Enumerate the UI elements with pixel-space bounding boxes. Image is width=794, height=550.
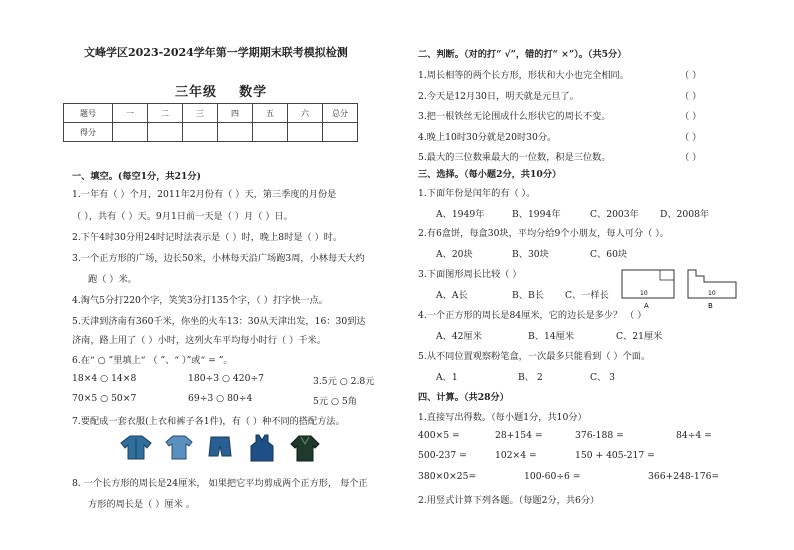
question-line: 济南，路上用了（ ）小时，这列火车平均每小时行（ ）千米。 [72, 335, 326, 346]
score-table-header-row [64, 104, 358, 123]
option: A、1949年 [436, 209, 485, 220]
question-line: 3.下面图形周长比较（ ） [418, 269, 522, 280]
option: C、21厘米 [616, 331, 663, 342]
option: B、14厘米 [528, 331, 575, 342]
table-cell: 六 [288, 104, 323, 123]
comparison-item: 5元 ○ 5角 [313, 396, 357, 407]
table-cell: 二 [148, 104, 183, 123]
comparison-item: 69÷3 ○ 80÷4 [188, 393, 253, 404]
table-cell: 一 [113, 104, 148, 123]
calc-item: 380×0×25= [418, 471, 477, 482]
answer-blank: （ ） [680, 70, 702, 81]
section-heading: 四、计算。（共28分） [418, 392, 509, 403]
comparison-item: 18×4 ○ 14×8 [72, 373, 137, 384]
question-line: 4.淘气5分打220个字，笑笑3分打135个字，（ ）打字快一点。 [72, 295, 328, 306]
table-cell: 四 [218, 104, 253, 123]
option: B、 2 [518, 372, 543, 383]
option: A、42厘米 [436, 331, 482, 342]
calc-item: 100-60÷6 = [524, 471, 581, 482]
coat-icon [290, 434, 320, 462]
comparison-item: 3.5元 ○ 2.8元 [313, 376, 375, 387]
question-line: （ ），共有（ ）天。9月1日前一天是（ ）月（ ）日。 [72, 211, 293, 222]
figure-a-label: A [644, 302, 649, 310]
question-line: 4.一个正方形的周长是84厘米，它的边长是多少？ （ ） [418, 310, 647, 321]
option: C、2003年 [590, 209, 639, 220]
option: A、A长 [436, 290, 468, 301]
question-line: 跑（ ）米。 [88, 274, 137, 285]
answer-blank: （ ） [680, 152, 702, 163]
score-table [63, 103, 358, 142]
calc-item: 500-237 = [418, 450, 467, 461]
question-line: 1.一年有（ ）个月，2011年2月份有（ ）天，第三季度的月份是 [72, 189, 337, 200]
score-table-score-row [64, 123, 358, 142]
figure-b [686, 264, 740, 312]
option: B、1994年 [512, 209, 561, 220]
answer-blank: （ ） [680, 132, 702, 143]
calc-item: 150 + 405-217 = [575, 450, 655, 461]
comparison-item: 180÷3 ○ 420÷7 [188, 373, 265, 384]
figure-b-label: B [708, 302, 713, 310]
calc-item: 84÷4 = [676, 430, 712, 441]
score-cell [148, 123, 183, 142]
figure-a [620, 268, 678, 312]
option: C、 3 [590, 372, 615, 383]
section-heading: 二、判断。（对的打“ √”，错的打“ ×”）。（共5分） [418, 49, 627, 60]
page-title: 文峰学区2023-2024学年第一学期期末联考模拟检测 [84, 46, 348, 59]
section-heading: 三、选择。（每小题2分，共10分） [418, 169, 562, 180]
question-line: 5.天津到济南有360千米，你坐的火车13：30从天津出发，16：30到达 [72, 316, 366, 327]
option: A、1 [436, 372, 458, 383]
question-line: 2.下午4时30分用24时记时法表示是（ ）时，晚上8时是（ ）时。 [72, 232, 343, 243]
question-line: 3.一个正方形的广场，边长50米，小林每天沿广场跑3周，小林每天大约 [72, 253, 365, 264]
question-line: 1.直接写出得数。（每小题1分，共10分） [418, 412, 587, 423]
judge-item: 2.今天是12月30日，明天就是元旦了。 [418, 91, 579, 102]
question-line: 方形的周长是（ ）厘米 。 [88, 499, 195, 510]
question-line: 2.有6盒饼，每盒30块，平均分给9个小朋友，每人可分（ ）。 [418, 228, 669, 239]
shorts-icon [208, 434, 232, 460]
figure-b-dimension: 10 [708, 290, 716, 297]
section-heading: 一、填空。(每空1分，共21分) [72, 171, 201, 182]
question-line: 2.用竖式计算下列各题。（每题2分，共6分） [418, 495, 600, 506]
judge-item: 4.晚上10时30分就是20时30分。 [418, 132, 557, 143]
option: B、B长 [512, 290, 544, 301]
option: C、60块 [590, 249, 628, 260]
option: D、2008年 [660, 209, 710, 220]
question-line: 7.要配成一套衣服(上衣和裤子各1件)，有（ ）种不同的搭配方法。 [72, 416, 345, 427]
shirt-icon [165, 434, 193, 460]
calc-item: 102×4 = [495, 450, 537, 461]
option: C、一样长 [565, 290, 609, 301]
table-cell: 题号 [64, 104, 113, 123]
question-line: 8. 一个长方形的周长是24厘米， 如果把它平均剪成两个正方形， 每个正 [72, 478, 368, 489]
score-cell [288, 123, 323, 142]
option: A、20块 [436, 249, 473, 260]
jacket-icon [120, 434, 152, 460]
score-cell [253, 123, 288, 142]
score-cell [183, 123, 218, 142]
calc-item: 366+248-176= [648, 471, 720, 482]
answer-blank: （ ） [680, 91, 702, 102]
page-subtitle: 三年级 数学 [175, 85, 268, 100]
option: B、30块 [512, 249, 549, 260]
table-cell: 三 [183, 104, 218, 123]
vest-icon [250, 434, 274, 462]
question-line: 1.下面年份是闰年的有（ ）。 [418, 188, 536, 199]
answer-blank: （ ） [680, 111, 702, 122]
question-line: 6.在“ ○ ”里填上“ （ ”、“ ）”或“ = ”。 [72, 355, 233, 366]
table-cell: 得分 [64, 123, 113, 142]
score-cell [218, 123, 253, 142]
score-cell [323, 123, 358, 142]
comparison-item: 70×5 ○ 50×7 [72, 393, 137, 404]
figure-a-dimension: 10 [640, 290, 648, 297]
table-cell: 总分 [323, 104, 358, 123]
judge-item: 3.把一根铁丝无论围成什么形状它的周长不变。 [418, 111, 611, 122]
judge-item: 5.最大的三位数乘最大的一位数，积是三位数。 [418, 152, 611, 163]
calc-item: 400×5 = [418, 430, 460, 441]
question-line: 5.从不同位置观察粉笔盒，一次最多只能看到（ ）个面。 [418, 351, 651, 362]
judge-item: 1.周长相等的两个长方形，形状和大小也完全相同。 [418, 70, 629, 81]
table-cell: 五 [253, 104, 288, 123]
calc-item: 28+154 = [495, 430, 543, 441]
score-cell [113, 123, 148, 142]
calc-item: 376-188 = [575, 430, 624, 441]
